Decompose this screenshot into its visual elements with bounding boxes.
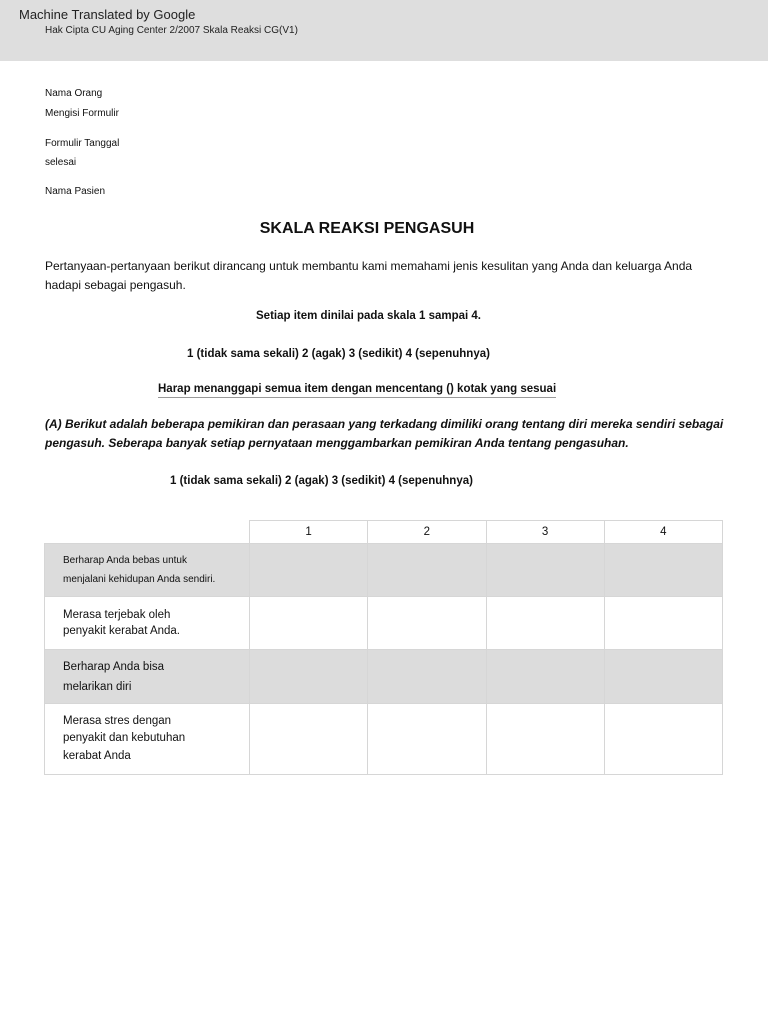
patient-field-label: Nama Pasien (45, 186, 106, 197)
rating-cell-3[interactable] (486, 544, 604, 597)
column-header-3: 3 (486, 521, 604, 544)
rating-cell-2[interactable] (368, 704, 486, 775)
rating-cell-4[interactable] (604, 597, 722, 650)
rating-cell-4[interactable] (604, 704, 722, 775)
date-field-label-2: selesai (45, 157, 77, 168)
name-field-label-2: Mengisi Formulir (45, 108, 119, 119)
machine-translated-label: Machine Translated by Google (19, 7, 196, 22)
header-blank-cell (45, 521, 250, 544)
item-label-line: menjalani kehidupan Anda sendiri. (63, 574, 216, 585)
rating-cell-2[interactable] (368, 544, 486, 597)
rating-cell-4[interactable] (604, 544, 722, 597)
column-header-4: 4 (604, 521, 722, 544)
item-label (45, 704, 250, 775)
item-label-line: Merasa terjebak oleh (63, 609, 171, 621)
rating-cell-3[interactable] (486, 704, 604, 775)
column-header-1: 1 (250, 521, 368, 544)
rating-cell-1[interactable] (250, 704, 368, 775)
item-label-line: Merasa stres dengan (63, 714, 172, 727)
table-row (45, 597, 723, 650)
item-label (45, 650, 250, 704)
rating-cell-1[interactable] (250, 650, 368, 704)
rating-cell-1[interactable] (250, 544, 368, 597)
table-row (45, 704, 723, 775)
rating-cell-1[interactable] (250, 597, 368, 650)
table-row (45, 650, 723, 704)
rating-cell-4[interactable] (604, 650, 722, 704)
instruction-line (158, 383, 556, 395)
item-label-line: penyakit dan kebutuhan (63, 732, 186, 745)
name-field-label-1: Nama Orang (45, 88, 103, 99)
item-label-line: kerabat Anda (63, 749, 131, 762)
rating-table (44, 520, 723, 775)
rating-cell-3[interactable] (486, 597, 604, 650)
scale-legend: 1 (tidak sama sekali) 2 (agak) 3 (sedikit) 4 (sepenuhnya) (187, 348, 490, 360)
item-label (45, 597, 250, 650)
translation-banner (0, 0, 768, 61)
item-label-line: melarikan diri (63, 680, 132, 693)
rating-cell-2[interactable] (368, 597, 486, 650)
rating-cell-2[interactable] (368, 650, 486, 704)
item-label-line: Berharap Anda bebas untuk (63, 555, 187, 566)
item-label-line: Berharap Anda bisa (63, 660, 165, 673)
form-title: SKALA REAKSI PENGASUH (259, 220, 475, 237)
item-label (45, 544, 250, 597)
intro-paragraph: Pertanyaan-pertanyaan berikut dirancang untuk membantu kami memahami jenis kesulitan yang Anda dan keluarga Anda hadapi sebagai pengasuh. (45, 259, 693, 292)
table-header-row (45, 521, 723, 544)
scale-note: Setiap item dinilai pada skala 1 sampai 4. (256, 310, 481, 322)
table-row (45, 544, 723, 597)
rating-cell-3[interactable] (486, 650, 604, 704)
item-label-line: penyakit kerabat Anda. (63, 625, 180, 637)
scale-legend-repeat: 1 (tidak sama sekali) 2 (agak) 3 (sedikit) 4 (sepenuhnya) (170, 475, 473, 487)
instruction-text: Harap menanggapi semua item dengan mencentang () kotak yang sesuai (158, 383, 556, 398)
date-field-label-1: Formulir Tanggal (45, 138, 120, 149)
section-a-description: (A) Berikut adalah beberapa pemikiran dan perasaan yang terkadang dimiliki orang tentang diri mereka sendiri sebagai pengasuh. Seberapa banyak setiap pernyataan menggambarkan pemikiran Anda tentang pengasuhan. (45, 417, 724, 450)
column-header-2: 2 (368, 521, 486, 544)
copyright-line: Hak Cipta CU Aging Center 2/2007 Skala Reaksi CG(V1) (45, 25, 298, 36)
